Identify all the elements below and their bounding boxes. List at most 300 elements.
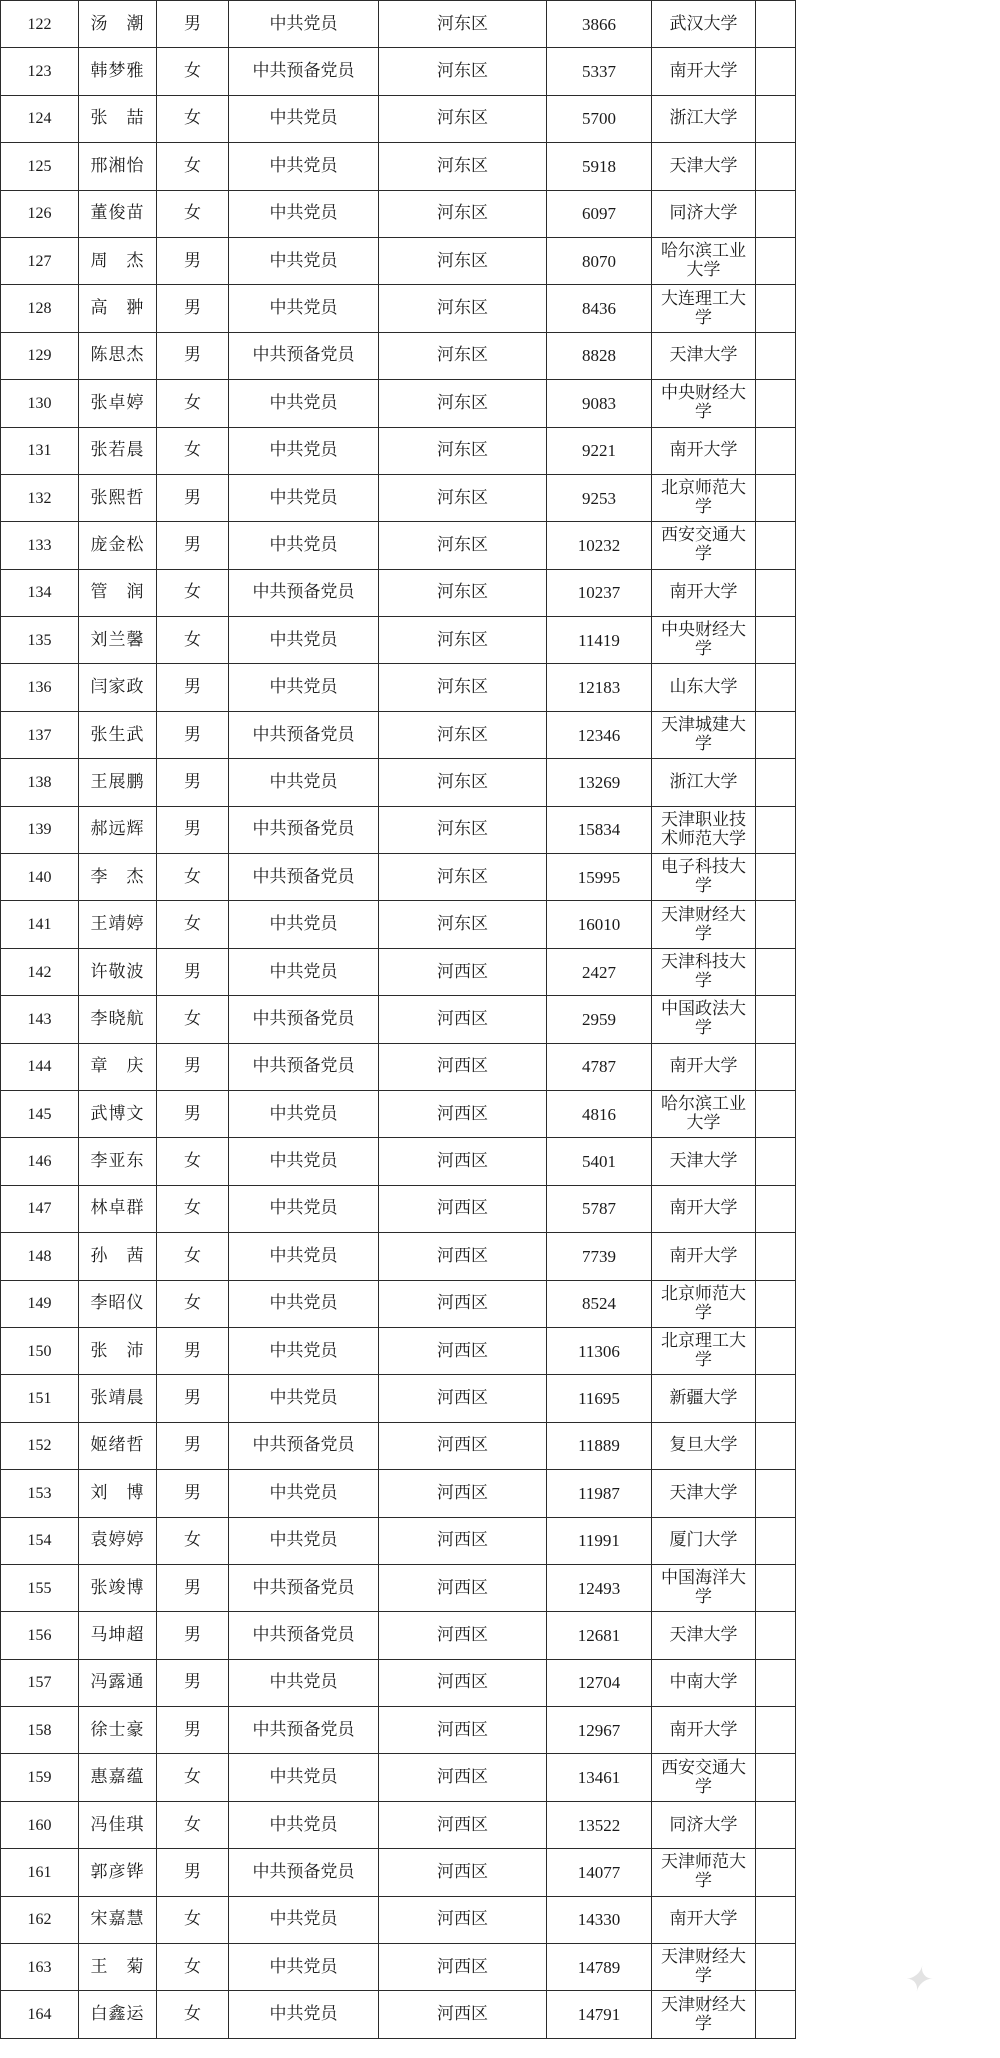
empty-cell xyxy=(756,1470,796,1517)
row-number-cell: 138 xyxy=(1,759,79,806)
table-row xyxy=(1,759,796,806)
university-cell: 浙江大学 xyxy=(652,95,756,142)
rank-score-cell: 2427 xyxy=(547,948,652,995)
political-status-cell: 中共预备党员 xyxy=(229,1612,379,1659)
name-cell: 陈思杰 xyxy=(79,332,157,379)
row-number-cell: 144 xyxy=(1,1043,79,1090)
empty-cell xyxy=(756,1,796,48)
table-row xyxy=(1,1991,796,2038)
name-cell: 姬绪哲 xyxy=(79,1422,157,1469)
table-row xyxy=(1,1470,796,1517)
row-number-cell: 147 xyxy=(1,1185,79,1232)
university-cell: 北京师范大学 xyxy=(652,1280,756,1327)
empty-cell xyxy=(756,1944,796,1991)
political-status-cell: 中共党员 xyxy=(229,759,379,806)
table-row xyxy=(1,1944,796,1991)
table-row xyxy=(1,1280,796,1327)
gender-cell: 男 xyxy=(157,711,229,758)
name-cell: 张 喆 xyxy=(79,95,157,142)
rank-score-cell: 8828 xyxy=(547,332,652,379)
political-status-cell: 中共预备党员 xyxy=(229,1043,379,1090)
name-cell: 徐士豪 xyxy=(79,1707,157,1754)
district-cell: 河西区 xyxy=(379,1564,547,1611)
empty-cell xyxy=(756,569,796,616)
gender-cell: 男 xyxy=(157,1564,229,1611)
row-number-cell: 141 xyxy=(1,901,79,948)
row-number-cell: 142 xyxy=(1,948,79,995)
university-cell: 复旦大学 xyxy=(652,1422,756,1469)
empty-cell xyxy=(756,1233,796,1280)
district-cell: 河东区 xyxy=(379,854,547,901)
row-number-cell: 151 xyxy=(1,1375,79,1422)
district-cell: 河西区 xyxy=(379,1754,547,1801)
rank-score-cell: 3866 xyxy=(547,1,652,48)
rank-score-cell: 12183 xyxy=(547,664,652,711)
district-cell: 河东区 xyxy=(379,285,547,332)
table-row xyxy=(1,1,796,48)
empty-cell xyxy=(756,1138,796,1185)
university-cell: 同济大学 xyxy=(652,1801,756,1848)
name-cell: 袁婷婷 xyxy=(79,1517,157,1564)
empty-cell xyxy=(756,1754,796,1801)
rank-score-cell: 12967 xyxy=(547,1707,652,1754)
table-row xyxy=(1,569,796,616)
political-status-cell: 中共党员 xyxy=(229,1801,379,1848)
name-cell: 周 杰 xyxy=(79,237,157,284)
gender-cell: 男 xyxy=(157,1327,229,1374)
name-cell: 刘兰馨 xyxy=(79,617,157,664)
table-row xyxy=(1,522,796,569)
university-cell: 天津财经大学 xyxy=(652,1991,756,2038)
name-cell: 张若晨 xyxy=(79,427,157,474)
table-row xyxy=(1,1422,796,1469)
row-number-cell: 137 xyxy=(1,711,79,758)
table-row xyxy=(1,380,796,427)
district-cell: 河东区 xyxy=(379,806,547,853)
name-cell: 章 庆 xyxy=(79,1043,157,1090)
district-cell: 河东区 xyxy=(379,427,547,474)
empty-cell xyxy=(756,996,796,1043)
district-cell: 河西区 xyxy=(379,1612,547,1659)
political-status-cell: 中共党员 xyxy=(229,1327,379,1374)
row-number-cell: 143 xyxy=(1,996,79,1043)
empty-cell xyxy=(756,948,796,995)
table-row xyxy=(1,1327,796,1374)
row-number-cell: 156 xyxy=(1,1612,79,1659)
political-status-cell: 中共预备党员 xyxy=(229,1707,379,1754)
rank-score-cell: 11306 xyxy=(547,1327,652,1374)
gender-cell: 男 xyxy=(157,474,229,521)
row-number-cell: 140 xyxy=(1,854,79,901)
district-cell: 河西区 xyxy=(379,1659,547,1706)
university-cell: 南开大学 xyxy=(652,1043,756,1090)
name-cell: 高 翀 xyxy=(79,285,157,332)
rank-score-cell: 5787 xyxy=(547,1185,652,1232)
empty-cell xyxy=(756,1849,796,1896)
gender-cell: 女 xyxy=(157,854,229,901)
rank-score-cell: 8436 xyxy=(547,285,652,332)
name-cell: 张靖晨 xyxy=(79,1375,157,1422)
political-status-cell: 中共预备党员 xyxy=(229,996,379,1043)
political-status-cell: 中共党员 xyxy=(229,380,379,427)
row-number-cell: 127 xyxy=(1,237,79,284)
row-number-cell: 157 xyxy=(1,1659,79,1706)
district-cell: 河西区 xyxy=(379,996,547,1043)
political-status-cell: 中共预备党员 xyxy=(229,569,379,616)
empty-cell xyxy=(756,427,796,474)
empty-cell xyxy=(756,711,796,758)
political-status-cell: 中共党员 xyxy=(229,1517,379,1564)
political-status-cell: 中共党员 xyxy=(229,285,379,332)
political-status-cell: 中共预备党员 xyxy=(229,806,379,853)
university-cell: 南开大学 xyxy=(652,48,756,95)
gender-cell: 女 xyxy=(157,48,229,95)
political-status-cell: 中共党员 xyxy=(229,1991,379,2038)
gender-cell: 女 xyxy=(157,427,229,474)
university-cell: 武汉大学 xyxy=(652,1,756,48)
district-cell: 河东区 xyxy=(379,380,547,427)
table-row xyxy=(1,143,796,190)
rank-score-cell: 10237 xyxy=(547,569,652,616)
table-row xyxy=(1,95,796,142)
political-status-cell: 中共预备党员 xyxy=(229,854,379,901)
rank-score-cell: 10232 xyxy=(547,522,652,569)
gender-cell: 男 xyxy=(157,332,229,379)
university-cell: 天津大学 xyxy=(652,1612,756,1659)
gender-cell: 女 xyxy=(157,1944,229,1991)
empty-cell xyxy=(756,237,796,284)
university-cell: 天津职业技术师范大学 xyxy=(652,806,756,853)
rank-score-cell: 8524 xyxy=(547,1280,652,1327)
gender-cell: 男 xyxy=(157,237,229,284)
rank-score-cell: 13522 xyxy=(547,1801,652,1848)
table-row xyxy=(1,474,796,521)
rank-score-cell: 7739 xyxy=(547,1233,652,1280)
row-number-cell: 123 xyxy=(1,48,79,95)
gender-cell: 男 xyxy=(157,664,229,711)
university-cell: 南开大学 xyxy=(652,569,756,616)
empty-cell xyxy=(756,1896,796,1943)
university-cell: 南开大学 xyxy=(652,1896,756,1943)
table-row xyxy=(1,711,796,758)
row-number-cell: 164 xyxy=(1,1991,79,2038)
university-cell: 哈尔滨工业大学 xyxy=(652,1090,756,1137)
rank-score-cell: 16010 xyxy=(547,901,652,948)
university-cell: 天津科技大学 xyxy=(652,948,756,995)
university-cell: 西安交通大学 xyxy=(652,522,756,569)
gender-cell: 男 xyxy=(157,759,229,806)
gender-cell: 女 xyxy=(157,1801,229,1848)
table-row xyxy=(1,1375,796,1422)
row-number-cell: 125 xyxy=(1,143,79,190)
university-cell: 哈尔滨工业大学 xyxy=(652,237,756,284)
political-status-cell: 中共党员 xyxy=(229,617,379,664)
district-cell: 河西区 xyxy=(379,1707,547,1754)
row-number-cell: 130 xyxy=(1,380,79,427)
rank-score-cell: 11987 xyxy=(547,1470,652,1517)
gender-cell: 男 xyxy=(157,1043,229,1090)
university-cell: 天津大学 xyxy=(652,1138,756,1185)
empty-cell xyxy=(756,1043,796,1090)
gender-cell: 女 xyxy=(157,1754,229,1801)
gender-cell: 男 xyxy=(157,1849,229,1896)
row-number-cell: 133 xyxy=(1,522,79,569)
row-number-cell: 150 xyxy=(1,1327,79,1374)
political-status-cell: 中共党员 xyxy=(229,1659,379,1706)
university-cell: 天津大学 xyxy=(652,143,756,190)
row-number-cell: 129 xyxy=(1,332,79,379)
political-status-cell: 中共党员 xyxy=(229,237,379,284)
university-cell: 北京理工大学 xyxy=(652,1327,756,1374)
rank-score-cell: 11889 xyxy=(547,1422,652,1469)
political-status-cell: 中共党员 xyxy=(229,1754,379,1801)
table-row xyxy=(1,854,796,901)
district-cell: 河东区 xyxy=(379,143,547,190)
rank-score-cell: 14791 xyxy=(547,1991,652,2038)
rank-score-cell: 13269 xyxy=(547,759,652,806)
table-row xyxy=(1,427,796,474)
gender-cell: 男 xyxy=(157,806,229,853)
table-row xyxy=(1,1043,796,1090)
political-status-cell: 中共党员 xyxy=(229,1,379,48)
row-number-cell: 135 xyxy=(1,617,79,664)
name-cell: 张 沛 xyxy=(79,1327,157,1374)
gender-cell: 男 xyxy=(157,1612,229,1659)
district-cell: 河西区 xyxy=(379,1090,547,1137)
rank-score-cell: 13461 xyxy=(547,1754,652,1801)
row-number-cell: 162 xyxy=(1,1896,79,1943)
name-cell: 冯佳琪 xyxy=(79,1801,157,1848)
political-status-cell: 中共党员 xyxy=(229,1185,379,1232)
district-cell: 河东区 xyxy=(379,569,547,616)
rank-score-cell: 5918 xyxy=(547,143,652,190)
rank-score-cell: 15995 xyxy=(547,854,652,901)
empty-cell xyxy=(756,617,796,664)
empty-cell xyxy=(756,854,796,901)
empty-cell xyxy=(756,474,796,521)
university-cell: 同济大学 xyxy=(652,190,756,237)
gender-cell: 女 xyxy=(157,569,229,616)
empty-cell xyxy=(756,901,796,948)
empty-cell xyxy=(756,664,796,711)
university-cell: 中南大学 xyxy=(652,1659,756,1706)
district-cell: 河东区 xyxy=(379,711,547,758)
political-status-cell: 中共党员 xyxy=(229,1090,379,1137)
row-number-cell: 160 xyxy=(1,1801,79,1848)
name-cell: 闫家政 xyxy=(79,664,157,711)
name-cell: 管 润 xyxy=(79,569,157,616)
table-row xyxy=(1,1707,796,1754)
gender-cell: 男 xyxy=(157,285,229,332)
university-cell: 天津财经大学 xyxy=(652,1944,756,1991)
gender-cell: 男 xyxy=(157,1090,229,1137)
political-status-cell: 中共党员 xyxy=(229,1896,379,1943)
name-cell: 林卓群 xyxy=(79,1185,157,1232)
name-cell: 张生武 xyxy=(79,711,157,758)
row-number-cell: 152 xyxy=(1,1422,79,1469)
table-row xyxy=(1,996,796,1043)
rank-score-cell: 5700 xyxy=(547,95,652,142)
row-number-cell: 132 xyxy=(1,474,79,521)
gender-cell: 女 xyxy=(157,95,229,142)
political-status-cell: 中共党员 xyxy=(229,948,379,995)
political-status-cell: 中共党员 xyxy=(229,1280,379,1327)
university-cell: 天津师范大学 xyxy=(652,1849,756,1896)
political-status-cell: 中共党员 xyxy=(229,901,379,948)
gender-cell: 女 xyxy=(157,901,229,948)
table-row xyxy=(1,1138,796,1185)
rank-score-cell: 9083 xyxy=(547,380,652,427)
row-number-cell: 146 xyxy=(1,1138,79,1185)
gender-cell: 男 xyxy=(157,522,229,569)
district-cell: 河西区 xyxy=(379,1517,547,1564)
empty-cell xyxy=(756,1991,796,2038)
district-cell: 河东区 xyxy=(379,522,547,569)
gender-cell: 女 xyxy=(157,1517,229,1564)
gender-cell: 男 xyxy=(157,1422,229,1469)
gender-cell: 女 xyxy=(157,1280,229,1327)
university-cell: 中央财经大学 xyxy=(652,380,756,427)
district-cell: 河西区 xyxy=(379,948,547,995)
row-number-cell: 159 xyxy=(1,1754,79,1801)
gender-cell: 男 xyxy=(157,1,229,48)
name-cell: 惠嘉蕴 xyxy=(79,1754,157,1801)
district-cell: 河西区 xyxy=(379,1185,547,1232)
name-cell: 刘 博 xyxy=(79,1470,157,1517)
university-cell: 天津财经大学 xyxy=(652,901,756,948)
district-cell: 河西区 xyxy=(379,1280,547,1327)
empty-cell xyxy=(756,1280,796,1327)
name-cell: 李晓航 xyxy=(79,996,157,1043)
political-status-cell: 中共党员 xyxy=(229,522,379,569)
gender-cell: 女 xyxy=(157,190,229,237)
gender-cell: 男 xyxy=(157,1470,229,1517)
empty-cell xyxy=(756,1517,796,1564)
name-cell: 武博文 xyxy=(79,1090,157,1137)
university-cell: 天津大学 xyxy=(652,332,756,379)
table-row xyxy=(1,1801,796,1848)
name-cell: 汤 潮 xyxy=(79,1,157,48)
row-number-cell: 163 xyxy=(1,1944,79,1991)
political-status-cell: 中共党员 xyxy=(229,664,379,711)
rank-score-cell: 12346 xyxy=(547,711,652,758)
rank-score-cell: 14789 xyxy=(547,1944,652,1991)
gender-cell: 女 xyxy=(157,1896,229,1943)
university-cell: 南开大学 xyxy=(652,1707,756,1754)
empty-cell xyxy=(756,1659,796,1706)
district-cell: 河东区 xyxy=(379,474,547,521)
political-status-cell: 中共党员 xyxy=(229,1470,379,1517)
name-cell: 宋嘉慧 xyxy=(79,1896,157,1943)
row-number-cell: 149 xyxy=(1,1280,79,1327)
row-number-cell: 161 xyxy=(1,1849,79,1896)
rank-score-cell: 9221 xyxy=(547,427,652,474)
gender-cell: 女 xyxy=(157,1185,229,1232)
political-status-cell: 中共预备党员 xyxy=(229,1422,379,1469)
rank-score-cell: 12704 xyxy=(547,1659,652,1706)
gender-cell: 女 xyxy=(157,1138,229,1185)
political-status-cell: 中共党员 xyxy=(229,1944,379,1991)
district-cell: 河西区 xyxy=(379,1422,547,1469)
university-cell: 天津大学 xyxy=(652,1470,756,1517)
name-cell: 董俊苗 xyxy=(79,190,157,237)
name-cell: 王 菊 xyxy=(79,1944,157,1991)
table-row xyxy=(1,1754,796,1801)
gender-cell: 男 xyxy=(157,1659,229,1706)
university-cell: 浙江大学 xyxy=(652,759,756,806)
rank-score-cell: 9253 xyxy=(547,474,652,521)
empty-cell xyxy=(756,285,796,332)
rank-score-cell: 6097 xyxy=(547,190,652,237)
empty-cell xyxy=(756,332,796,379)
university-cell: 厦门大学 xyxy=(652,1517,756,1564)
name-cell: 王展鹏 xyxy=(79,759,157,806)
university-cell: 中国海洋大学 xyxy=(652,1564,756,1611)
row-number-cell: 154 xyxy=(1,1517,79,1564)
name-cell: 孙 茜 xyxy=(79,1233,157,1280)
empty-cell xyxy=(756,1327,796,1374)
district-cell: 河东区 xyxy=(379,332,547,379)
political-status-cell: 中共预备党员 xyxy=(229,48,379,95)
rank-score-cell: 15834 xyxy=(547,806,652,853)
name-cell: 冯露通 xyxy=(79,1659,157,1706)
rank-score-cell: 11419 xyxy=(547,617,652,664)
empty-cell xyxy=(756,522,796,569)
political-status-cell: 中共党员 xyxy=(229,1138,379,1185)
table-row xyxy=(1,617,796,664)
university-cell: 北京师范大学 xyxy=(652,474,756,521)
empty-cell xyxy=(756,95,796,142)
political-status-cell: 中共党员 xyxy=(229,1233,379,1280)
table-row xyxy=(1,664,796,711)
university-cell: 南开大学 xyxy=(652,1185,756,1232)
empty-cell xyxy=(756,1422,796,1469)
row-number-cell: 124 xyxy=(1,95,79,142)
district-cell: 河西区 xyxy=(379,1991,547,2038)
university-cell: 中央财经大学 xyxy=(652,617,756,664)
rank-score-cell: 14077 xyxy=(547,1849,652,1896)
name-cell: 王靖婷 xyxy=(79,901,157,948)
name-cell: 李昭仪 xyxy=(79,1280,157,1327)
university-cell: 南开大学 xyxy=(652,1233,756,1280)
gender-cell: 女 xyxy=(157,143,229,190)
district-cell: 河西区 xyxy=(379,1470,547,1517)
gender-cell: 男 xyxy=(157,1375,229,1422)
political-status-cell: 中共党员 xyxy=(229,190,379,237)
district-cell: 河东区 xyxy=(379,95,547,142)
rank-score-cell: 11991 xyxy=(547,1517,652,1564)
district-cell: 河东区 xyxy=(379,1,547,48)
district-cell: 河东区 xyxy=(379,664,547,711)
political-status-cell: 中共预备党员 xyxy=(229,1849,379,1896)
rank-score-cell: 12493 xyxy=(547,1564,652,1611)
table-row xyxy=(1,806,796,853)
district-cell: 河东区 xyxy=(379,901,547,948)
row-number-cell: 134 xyxy=(1,569,79,616)
empty-cell xyxy=(756,190,796,237)
political-status-cell: 中共党员 xyxy=(229,143,379,190)
gender-cell: 女 xyxy=(157,617,229,664)
rank-score-cell: 4787 xyxy=(547,1043,652,1090)
empty-cell xyxy=(756,1375,796,1422)
rank-score-cell: 5337 xyxy=(547,48,652,95)
empty-cell xyxy=(756,1801,796,1848)
name-cell: 韩梦雅 xyxy=(79,48,157,95)
row-number-cell: 153 xyxy=(1,1470,79,1517)
university-cell: 电子科技大学 xyxy=(652,854,756,901)
university-cell: 大连理工大学 xyxy=(652,285,756,332)
table-row xyxy=(1,948,796,995)
